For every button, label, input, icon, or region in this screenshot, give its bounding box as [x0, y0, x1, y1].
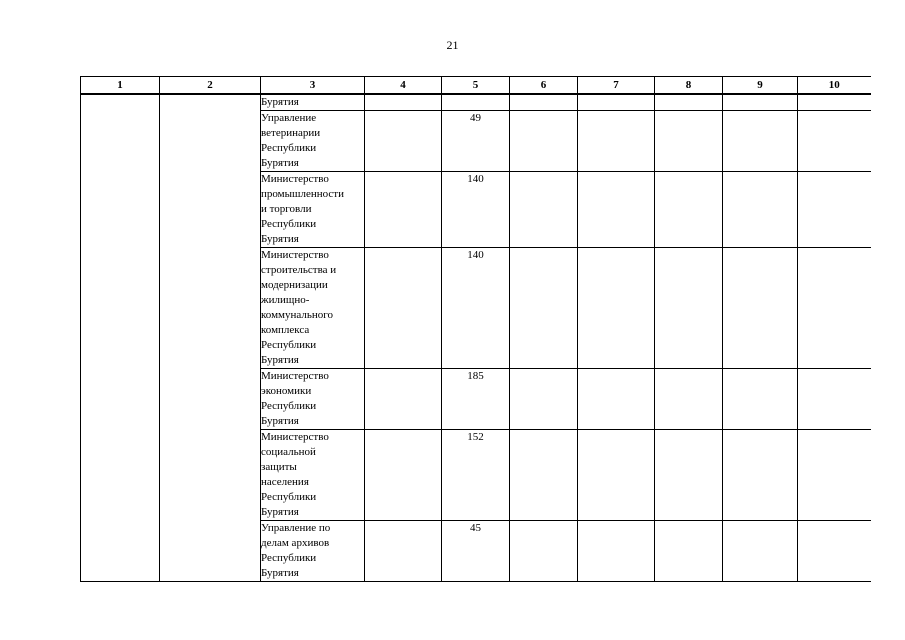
org-line: Бурятия — [261, 96, 299, 108]
value-cell: 49 — [442, 111, 510, 172]
org-line: коммунального — [261, 309, 333, 321]
value-cell: 152 — [442, 430, 510, 521]
empty-cell — [510, 172, 578, 248]
empty-cell — [655, 172, 723, 248]
table-row-continuation — [81, 94, 871, 111]
empty-cell — [365, 369, 442, 430]
empty-cell — [365, 172, 442, 248]
empty-cell — [578, 521, 655, 582]
org-cell — [261, 94, 365, 111]
org-line: Министерство — [261, 173, 329, 185]
header-cell-7: 7 — [578, 77, 655, 95]
org-line: Бурятия — [261, 354, 299, 366]
org-line: Бурятия — [261, 567, 299, 579]
org-cell — [261, 172, 365, 248]
value-cell: 140 — [442, 248, 510, 369]
header-row — [81, 77, 871, 95]
header-cell-3: 3 — [261, 77, 365, 95]
header-cell-4: 4 — [365, 77, 442, 95]
header-cell-8: 8 — [655, 77, 723, 95]
empty-cell — [723, 430, 798, 521]
empty-cell — [798, 430, 871, 521]
empty-cell — [798, 521, 871, 582]
empty-cell — [723, 172, 798, 248]
empty-cell — [578, 248, 655, 369]
org-line: экономики — [261, 385, 312, 397]
empty-cell — [365, 111, 442, 172]
empty-cell — [655, 369, 723, 430]
org-line: Управление — [261, 112, 317, 124]
empty-cell — [655, 521, 723, 582]
col1-merged-cell — [81, 94, 160, 582]
empty-cell — [655, 430, 723, 521]
org-line: Республики — [261, 218, 317, 230]
empty-cell — [798, 369, 871, 430]
header-cell-10: 10 — [798, 77, 871, 95]
org-line: модернизации — [261, 279, 328, 291]
page-number: 21 — [446, 38, 459, 52]
header-cell-5: 5 — [442, 77, 510, 95]
org-line: защиты — [261, 461, 297, 473]
empty-cell — [365, 521, 442, 582]
empty-cell — [798, 111, 871, 172]
org-line: Бурятия — [261, 157, 299, 169]
col2-merged-cell — [160, 94, 261, 582]
org-line: Республики — [261, 552, 317, 564]
org-cell — [261, 369, 365, 430]
empty-cell — [798, 94, 871, 111]
org-line: Министерство — [261, 370, 329, 382]
empty-cell — [723, 94, 798, 111]
org-line: Республики — [261, 491, 317, 503]
empty-cell — [578, 111, 655, 172]
data-table — [80, 76, 871, 582]
org-line: Бурятия — [261, 415, 299, 427]
header-cell-9: 9 — [723, 77, 798, 95]
empty-cell — [655, 111, 723, 172]
org-line: Республики — [261, 142, 317, 154]
org-line: жилищно- — [261, 294, 310, 306]
org-line: Бурятия — [261, 506, 299, 518]
empty-cell — [723, 248, 798, 369]
empty-cell — [578, 369, 655, 430]
empty-cell — [798, 248, 871, 369]
org-line: промышленности — [261, 188, 344, 200]
empty-cell — [510, 430, 578, 521]
org-line: комплекса — [261, 324, 310, 336]
org-line: и торговли — [261, 203, 312, 215]
empty-cell — [510, 369, 578, 430]
org-line: Управление по — [261, 522, 331, 534]
empty-cell — [723, 369, 798, 430]
empty-cell — [578, 172, 655, 248]
org-line: населения — [261, 476, 309, 488]
org-line: Республики — [261, 400, 317, 412]
empty-cell — [655, 94, 723, 111]
value-cell: 45 — [442, 521, 510, 582]
header-cell-6: 6 — [510, 77, 578, 95]
empty-cell — [365, 430, 442, 521]
org-line: социальной — [261, 446, 316, 458]
org-line: ветеринарии — [261, 127, 321, 139]
empty-cell — [723, 111, 798, 172]
empty-cell — [655, 248, 723, 369]
org-line: делам архивов — [261, 537, 330, 549]
empty-cell — [723, 521, 798, 582]
org-cell — [261, 248, 365, 369]
value-cell: 185 — [442, 369, 510, 430]
empty-cell — [510, 111, 578, 172]
org-line: Республики — [261, 339, 317, 351]
empty-cell — [365, 248, 442, 369]
org-cell — [261, 111, 365, 172]
org-cell — [261, 521, 365, 582]
empty-cell — [578, 94, 655, 111]
value-cell: 140 — [442, 172, 510, 248]
header-cell-1: 1 — [81, 77, 160, 95]
empty-cell — [365, 94, 442, 111]
header-cell-2: 2 — [160, 77, 261, 95]
empty-cell — [510, 248, 578, 369]
empty-cell — [798, 172, 871, 248]
empty-cell — [510, 521, 578, 582]
org-line: строительства и — [261, 264, 337, 276]
org-line: Министерство — [261, 431, 329, 443]
value-cell — [442, 94, 510, 111]
org-line: Бурятия — [261, 233, 299, 245]
org-line: Министерство — [261, 249, 329, 261]
empty-cell — [510, 94, 578, 111]
empty-cell — [578, 430, 655, 521]
org-cell — [261, 430, 365, 521]
